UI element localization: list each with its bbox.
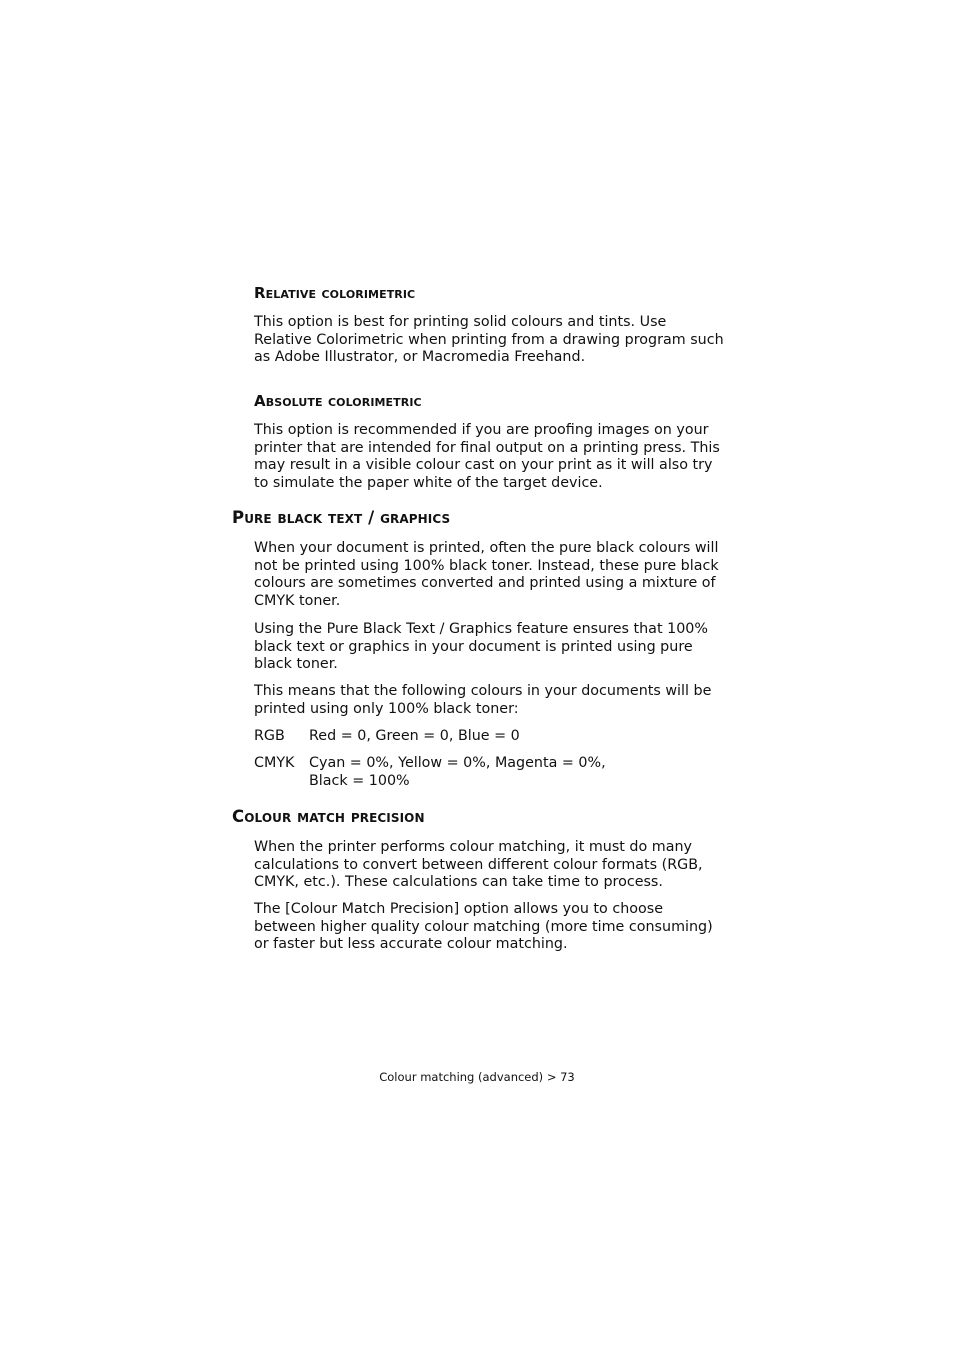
heading-colour-match-precision: Colour match precision: [232, 807, 425, 826]
pure-black-paragraph-1: When your document is printed, often the pure black colours will not be printed using 100% black toner. Instead, these pure black colours are sometimes converted and printed using a mixture of CMYK toner.: [254, 540, 719, 610]
pure-black-paragraph-2: Using the Pure Black Text / Graphics feature ensures that 100% black text or graphics in your document is printed using pure black toner.: [254, 621, 708, 673]
precision-paragraph-2: The [Colour Match Precision] option allows you to choose between higher quality colour matching (more time consuming) or faster but less accurate colour matching.: [254, 901, 713, 953]
pure-black-paragraph-3: This means that the following colours in your documents will be printed using only 100% black toner:: [254, 683, 712, 717]
heading-pure-black: Pure black text / graphics: [232, 508, 451, 527]
precision-paragraph-1: When the printer performs colour matching, it must do many calculations to convert between different colour formats (RGB, CMYK, etc.). These calculations can take time to process.: [254, 839, 703, 891]
cmyk-value: Cyan = 0%, Yellow = 0%, Magenta = 0%, Black = 100%: [309, 755, 606, 789]
absolute-colorimetric-text: This option is recommended if you are proofing images on your printer that are intended for final output on a printing press. This may result in a visible colour cast on your print as it will also try to simulate the paper white of the target device.: [254, 422, 720, 492]
page-footer: Colour matching (advanced) > 73: [379, 1070, 575, 1084]
heading-absolute-colorimetric: Absolute colorimetric: [254, 392, 422, 410]
rgb-label: RGB: [254, 728, 285, 744]
rgb-value: Red = 0, Green = 0, Blue = 0: [309, 728, 520, 744]
cmyk-label: CMYK: [254, 755, 295, 771]
heading-relative-colorimetric: Relative colorimetric: [254, 284, 416, 302]
relative-colorimetric-text: This option is best for printing solid colours and tints. Use Relative Colorimetric when printing from a drawing program such as Adobe Illustrator, or Macromedia Freehand.: [254, 314, 724, 366]
